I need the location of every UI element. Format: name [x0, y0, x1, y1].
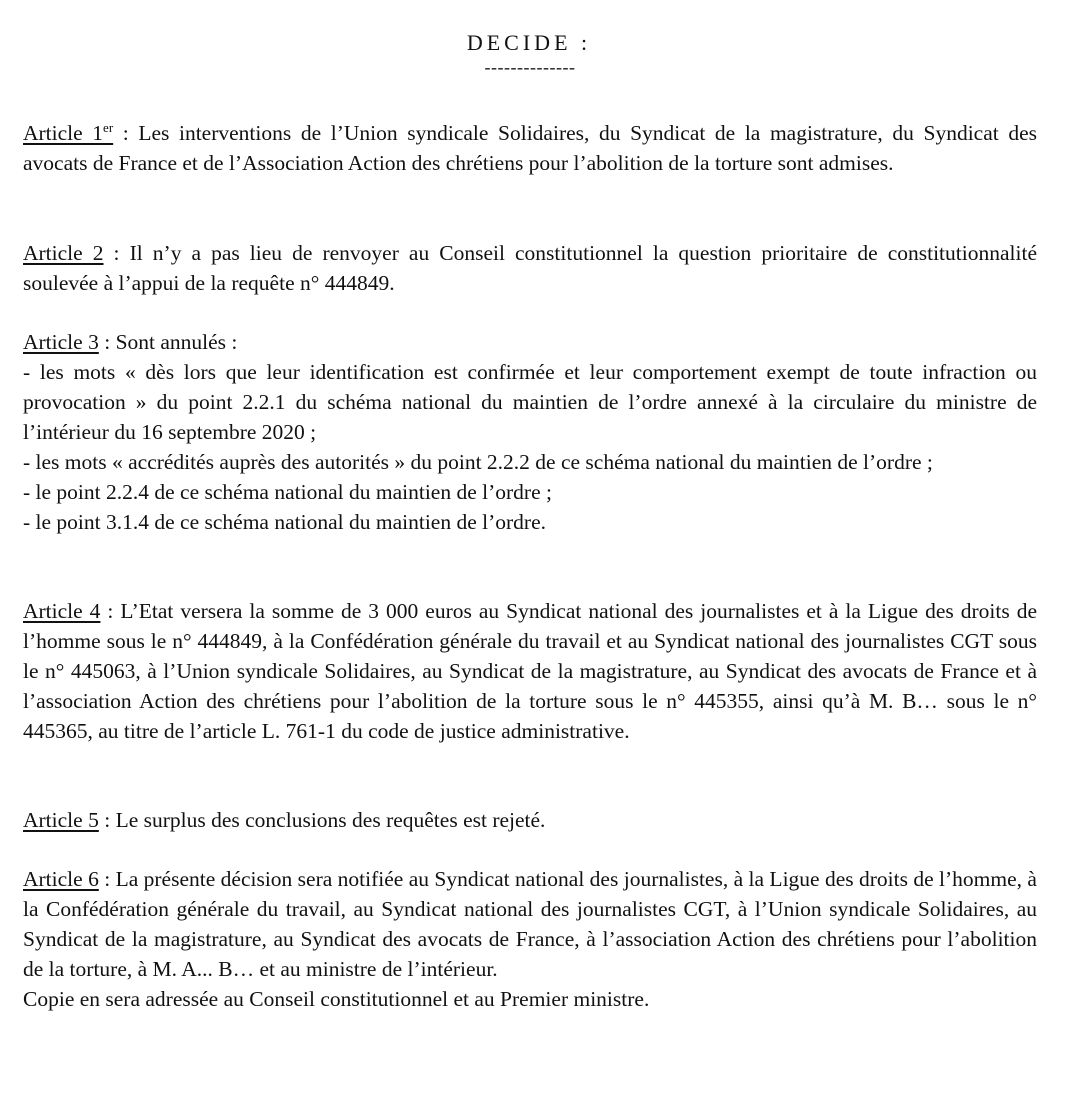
article-6-copy-line: Copie en sera adressée au Conseil constitutionnel et au Premier ministre. [23, 987, 650, 1011]
article-5-paragraph [23, 805, 1037, 835]
article-1-text: Les interventions de l’Union syndicale Solidaires, du Syndicat de la magistrature, du Syndicat des avocats de France et de l’Association Action des chrétiens pour l’abolition de la torture sont admises. [23, 121, 1037, 175]
article-6-paragraph [23, 864, 1037, 984]
article-4-text: L’Etat versera la somme de 3 000 euros au Syndicat national des journalistes et à la Ligue des droits de l’homme sous le n° 444849, à la Confédération générale du travail et au Syndicat national des journalistes CGT sous le n° 445063, à l’Union syndicale Solidaires, au Syndicat de la magistrature, au Syndicat des avocats de France et à l’association Action des chrétiens pour l’abolition de la torture sous le n° 445355, ainsi qu’à M. B… sous le n° 445365, au titre de l’article L. 761-1 du code de justice administrative. [23, 599, 1037, 743]
article-4 [23, 596, 1037, 746]
article-3-text: Sont annulés : [115, 330, 238, 354]
article-3-separator: : [98, 330, 116, 354]
article-2-separator: : [103, 241, 130, 265]
article-5-separator: : [98, 808, 116, 832]
article-1-superscript: er [103, 120, 114, 135]
article-1-paragraph [23, 118, 1037, 178]
article-6-separator: : [98, 867, 116, 891]
article-4-paragraph [23, 596, 1037, 746]
article-1 [23, 118, 1037, 178]
article-3-item-2: - les mots « accrédités auprès des autorités » du point 2.2.2 de ce schéma national du maintien de l’ordre ; [23, 450, 933, 474]
decision-page [23, 28, 1037, 77]
article-2 [23, 238, 1037, 298]
article-3-label: Article 3 [23, 330, 99, 354]
heading-separator: -------------- [484, 57, 576, 77]
article-6-text: La présente décision sera notifiée au Syndicat national des journalistes, à la Ligue des droits de l’homme, à la Confédération générale du travail, au Syndicat national des journalistes CGT, à l’Union syndicale Solidaires, au Syndicat de la magistrature, au Syndicat des avocats de France, à l’association Action des chrétiens pour l’abolition de la torture, à M. A... B… et au ministre de l’intérieur. [23, 867, 1037, 981]
article-3-intro [23, 327, 1037, 357]
article-1-label: Article 1er [23, 120, 114, 145]
article-5 [23, 805, 1037, 835]
article-2-label: Article 2 [23, 241, 104, 265]
decide-heading: DECIDE : [466, 30, 592, 55]
article-1-separator: : [113, 121, 139, 145]
article-3-item-4: - le point 3.1.4 de ce schéma national du maintien de l’ordre. [23, 510, 546, 534]
article-2-paragraph [23, 238, 1037, 298]
article-5-text: Le surplus des conclusions des requêtes est rejeté. [115, 808, 546, 832]
article-5-label: Article 5 [23, 808, 99, 832]
article-4-label: Article 4 [23, 599, 101, 623]
article-4-separator: : [100, 599, 121, 623]
article-3-item-1: - les mots « dès lors que leur identification est confirmée et leur comportement exempt de toute infraction ou provocation » du point 2.2.1 du schéma national du maintien de l’ordre annexé à la circulaire du ministre de l’intérieur du 16 septembre 2020 ; [23, 360, 1037, 444]
article-2-text: Il n’y a pas lieu de renvoyer au Conseil constitutionnel la question prioritaire de constitutionnalité soulevée à l’appui de la requête n° 444849. [23, 241, 1037, 295]
article-3 [23, 327, 1037, 537]
article-6-label: Article 6 [23, 867, 99, 891]
article-6 [23, 864, 1037, 1014]
article-3-item-3: - le point 2.2.4 de ce schéma national du maintien de l’ordre ; [23, 480, 552, 504]
